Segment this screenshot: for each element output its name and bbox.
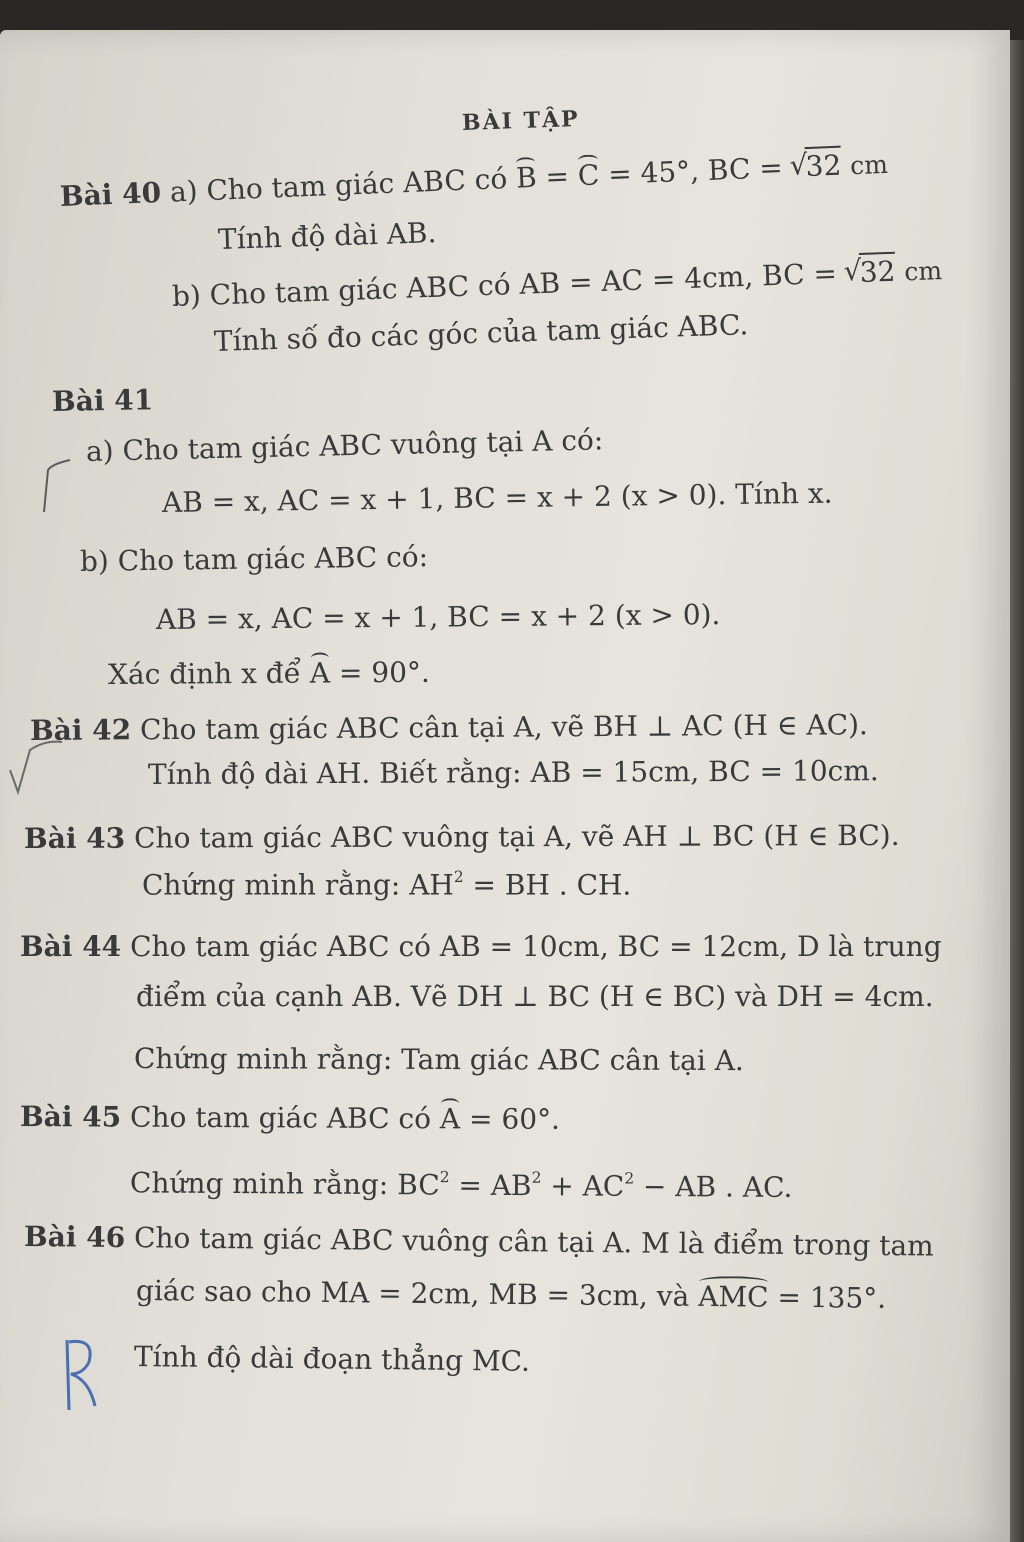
ex40-line-b1: [171, 253, 942, 313]
ex43-label: Bài 43: [23, 821, 126, 855]
section-heading: BÀI TẬP: [461, 105, 581, 137]
sqrt-32: [791, 149, 842, 184]
angle-amc: AMC: [698, 1279, 769, 1314]
ex44-line-3: Chứng minh rằng: Tam giác ABC cân tại A.: [133, 1042, 744, 1078]
ex44-l1-text: Cho tam giác ABC có AB = 10cm, BC = 12cm, D là trung: [130, 930, 942, 963]
textbook-page: [0, 30, 1010, 1542]
ex41-b3-text: Xác định x để: [107, 656, 302, 691]
ex44-line-2: điểm của cạnh AB. Vẽ DH ⊥ BC (H ∈ BC) và DH = 4cm.: [136, 980, 934, 1013]
ex46-l2-text: giác sao cho MA = 2cm, MB = 3cm, và: [135, 1274, 690, 1313]
sqrt-radicand: 32: [805, 146, 842, 183]
exponent: 2: [531, 1168, 542, 1187]
ex45-l1-value: = 60°.: [468, 1102, 561, 1136]
ex46-line-3: Tính độ dài đoạn thẳng MC.: [133, 1340, 531, 1378]
ex41-line-b1: b) Cho tam giác ABC có:: [79, 540, 429, 578]
ex45-l2-a: Chứng minh rằng: BC: [129, 1166, 440, 1202]
angle-c: C: [577, 158, 600, 193]
ex43-l2-text: Chứng minh rằng: AH: [142, 868, 454, 902]
ex42-line-1: [30, 708, 868, 747]
page-edge-shadow: [1008, 40, 1024, 1542]
ex40-line-a2: Tính độ dài AB.: [217, 216, 437, 256]
ex42-label: Bài 42: [29, 713, 132, 747]
ex45-l2-c: + AC: [550, 1169, 625, 1203]
ex40-a1-value: = 45°, BC =: [607, 150, 784, 191]
ex45-l2-d: − AB . AC.: [642, 1169, 793, 1204]
ex41-label: Bài 41: [51, 383, 154, 418]
ex40-a1-text: a) Cho tam giác ABC có: [169, 162, 508, 209]
exponent: 2: [624, 1169, 635, 1188]
ex43-line-2: [142, 868, 631, 901]
exponent: 2: [453, 868, 464, 886]
ex41-b3-value: = 90°.: [338, 655, 430, 690]
ex46-l2-value: = 135°.: [777, 1280, 887, 1315]
ex45-l1-text: Cho tam giác ABC có: [129, 1100, 432, 1136]
ex45-line-2: [130, 1166, 793, 1204]
ex41-line-a1: a) Cho tam giác ABC vuông tại A có:: [85, 423, 604, 468]
equals-sign: =: [544, 159, 570, 194]
ex46-label: Bài 46: [23, 1220, 126, 1255]
ex46-line-1: [24, 1220, 934, 1263]
angle-b: B: [515, 160, 538, 195]
ex40-label: Bài 40: [59, 175, 162, 213]
ex40-line-a1: [59, 147, 888, 213]
ex45-label: Bài 45: [19, 1100, 122, 1134]
sqrt-radicand: 32: [859, 252, 896, 289]
angle-a: A: [309, 656, 331, 690]
ex40-b1-text: b) Cho tam giác ABC có AB = AC = 4cm, BC =: [171, 256, 838, 313]
ex40-line-b2: Tính số đo các góc của tam giác ABC.: [213, 308, 749, 358]
ex46-line-2: [136, 1274, 886, 1315]
ex44-line-1: [20, 930, 942, 963]
ex41-line-b3: [108, 656, 430, 691]
pen-check-mark: [0, 720, 70, 800]
pen-bracket-mark: [40, 440, 80, 520]
angle-a: A: [439, 1102, 461, 1136]
ex42-line-2: Tính độ dài AH. Biết rằng: AB = 15cm, BC = 10cm.: [147, 754, 879, 791]
ex43-l2-end: = BH . CH.: [472, 868, 632, 902]
exponent: 2: [439, 1168, 450, 1187]
unit-cm: cm: [849, 149, 889, 181]
ex43-l1-text: Cho tam giác ABC vuông tại A, vẽ AH ⊥ BC (H ∈ BC).: [134, 818, 900, 855]
unit-cm: cm: [903, 256, 943, 287]
ex45-l2-b: = AB: [458, 1168, 532, 1203]
ex43-line-1: [24, 819, 900, 855]
pen-letter-mark: [55, 1330, 115, 1420]
ex45-line-1: [20, 1100, 560, 1136]
ex46-l1-text: Cho tam giác ABC vuông cân tại A. M là điểm trong tam: [133, 1221, 934, 1263]
ex41-line-a2: AB = x, AC = x + 1, BC = x + 2 (x > 0). Tính x.: [161, 476, 833, 519]
ex41-line-b2: AB = x, AC = x + 1, BC = x + 2 (x > 0).: [155, 598, 721, 636]
ex44-label: Bài 44: [20, 930, 122, 963]
ex42-l1-text: Cho tam giác ABC cân tại A, vẽ BH ⊥ AC (H ∈ AC).: [139, 708, 869, 747]
sqrt-32: [845, 255, 896, 290]
